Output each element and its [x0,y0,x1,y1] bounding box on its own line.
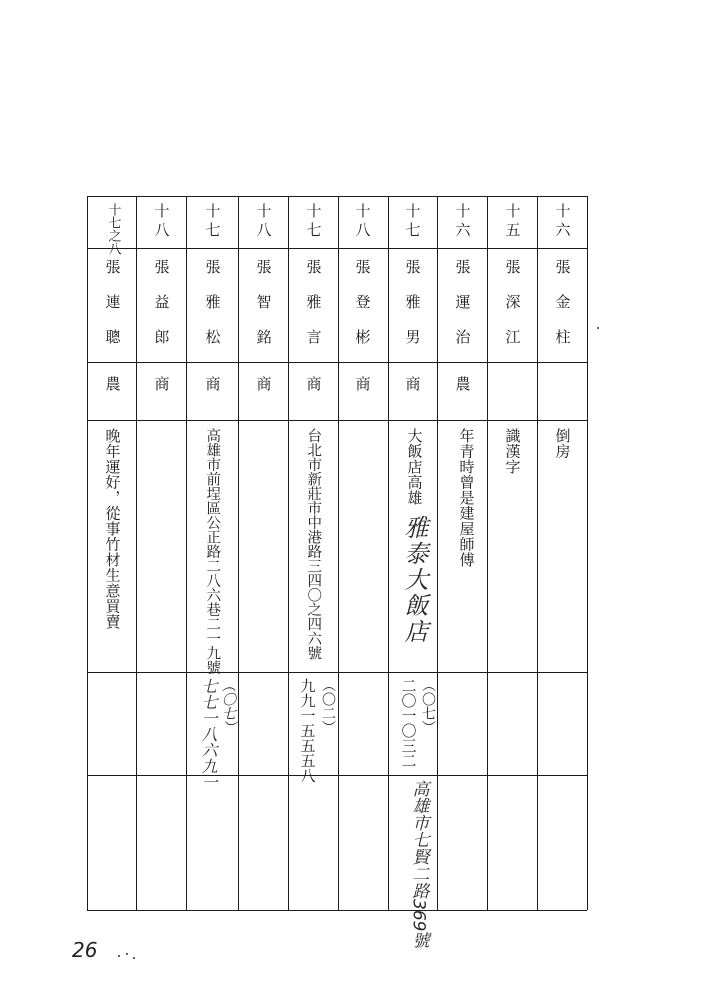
occupation-cell: 農 [103,376,122,391]
note-cell: 年青時曾是建屋師傅 [457,428,476,568]
note-cell: 識漢字 [503,428,522,475]
occupation-cell: 商 [353,376,372,391]
row-rule [87,420,587,421]
name-cell: 張智銘 [254,259,273,364]
note-cell: 晚年運好，從事竹材生意買賣 [103,428,122,630]
occupation-cell: 商 [403,376,422,391]
name-cell: 張雅言 [304,259,323,364]
name-cell: 張深江 [503,259,522,364]
age-cell: 十七之八 [105,203,121,255]
handwritten-note: 雅泰大飯店 [400,515,428,645]
age-cell: 十八 [152,203,171,241]
column-rule [437,196,438,910]
name-cell: 張連聰 [103,259,122,364]
row-rule [87,196,587,197]
column-rule [338,196,339,910]
age-cell: 十六 [553,203,572,241]
phone-area-code: （〇七） [220,678,236,734]
phone-cell: 九九一五五五八 [298,678,317,783]
row-rule [87,248,587,249]
name-cell: 張登彬 [353,259,372,364]
note-cell: 倒房 [553,428,572,459]
age-cell: 十五 [503,203,522,241]
age-cell: 十七 [304,203,323,241]
scan-speck [133,957,135,959]
scan-speck [597,327,599,329]
column-rule [587,196,588,910]
phone-area-code: （〇二） [320,678,336,734]
handwritten-remark: 高雄市七賢二路369號 [408,780,429,949]
name-cell: 張雅男 [403,259,422,364]
occupation-cell: 商 [254,376,273,391]
age-cell: 十七 [403,203,422,241]
age-cell: 十八 [254,203,273,241]
phone-cell: 二〇一〇三二 [399,678,418,768]
scan-speck [126,953,128,955]
occupation-cell: 農 [453,376,472,391]
column-rule [388,196,389,910]
column-rule [186,196,187,910]
note-cell: 大飯店高雄 [405,428,424,506]
occupation-cell: 商 [152,376,171,391]
row-rule [87,672,587,673]
age-cell: 十七 [203,203,222,241]
name-cell: 張雅松 [203,259,222,364]
row-rule [87,775,587,776]
note-cell: 高雄市前埕區公正路二八六巷二一九號 [204,428,221,675]
column-rule [136,196,137,910]
phone-area-code: （〇七） [420,678,436,734]
column-rule [487,196,488,910]
note-cell: 台北市新莊市中港路三四〇之四六號 [305,428,322,660]
name-cell: 張運治 [453,259,472,364]
column-rule [238,196,239,910]
age-cell: 十六 [453,203,472,241]
column-rule [288,196,289,910]
column-rule [537,196,538,910]
row-rule [87,910,587,911]
age-cell: 十八 [353,203,372,241]
scan-speck [118,955,120,957]
occupation-cell: 商 [304,376,323,391]
phone-cell: 七七一八六九一 [199,678,218,790]
occupation-cell: 商 [203,376,222,391]
column-rule [87,196,88,910]
name-cell: 張益郎 [152,259,171,364]
name-cell: 張金柱 [553,259,572,364]
page-number: 26 [72,938,98,962]
